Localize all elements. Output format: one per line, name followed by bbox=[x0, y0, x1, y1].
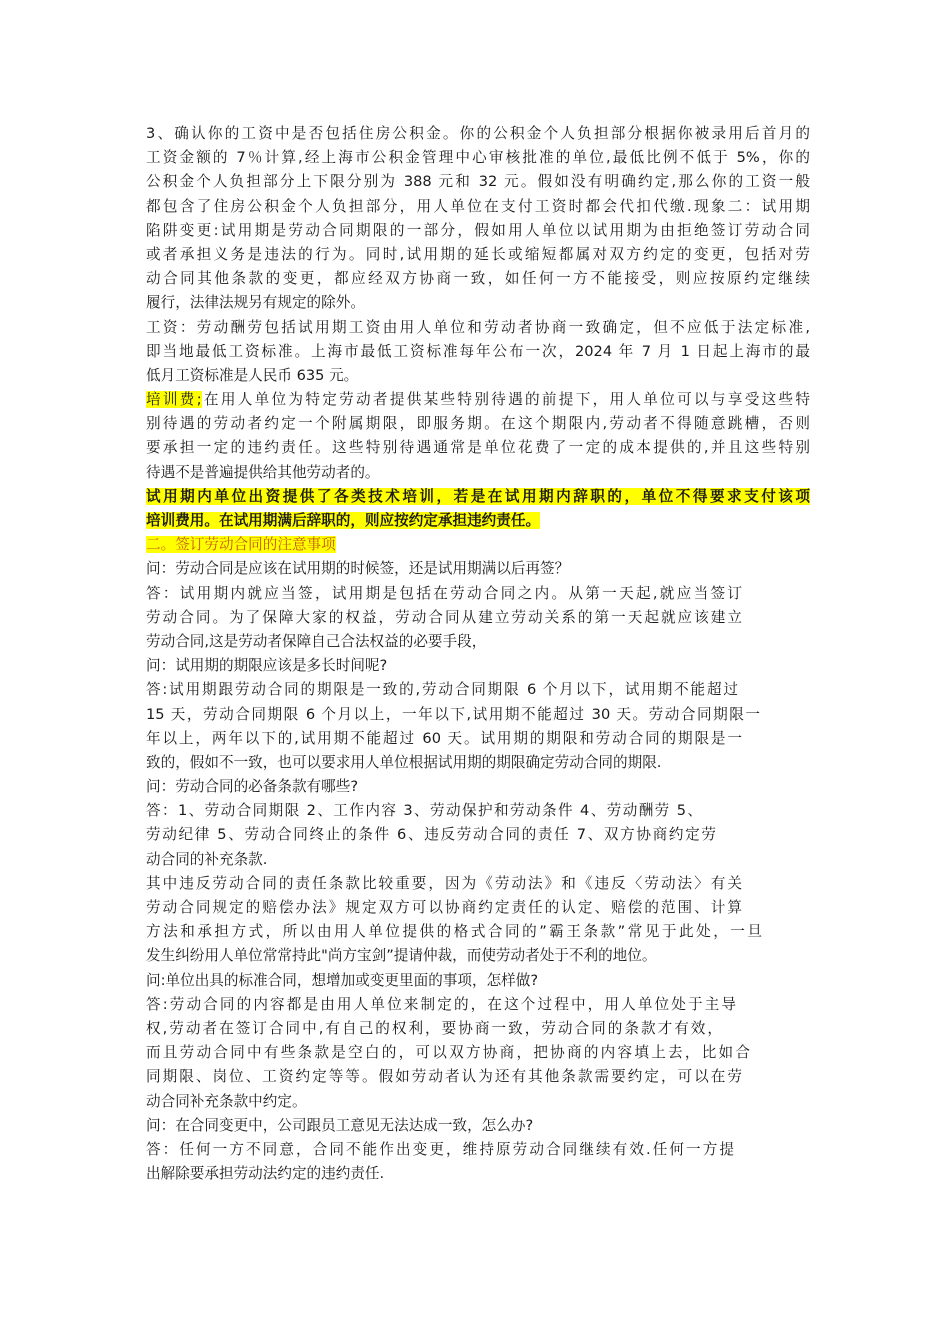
text-line bbox=[146, 969, 810, 993]
text-line bbox=[146, 364, 810, 388]
text-line bbox=[146, 509, 810, 533]
text-line bbox=[146, 1162, 810, 1186]
line-text: 动合同其他条款的变更，都应经双方协商一致，如任何一方不能接受，则应按原约定继续 bbox=[146, 270, 810, 288]
text-line bbox=[146, 993, 736, 1017]
line-text: 答:试用期跟劳动合同的期限是一致的,劳动合同期限 6 个月以下，试用期不能超过 bbox=[146, 681, 738, 699]
text-line bbox=[146, 267, 810, 291]
line-text: 工资金额的 7％计算,经上海市公积金管理中心审核批准的单位,最低比例不低于 5%，你的 bbox=[146, 149, 810, 167]
line-text: 或者承担义务是违法的行为。同时,试用期的延长或缩短都属对双方约定的变更，包括对劳 bbox=[146, 245, 810, 263]
line-text: 即当地最低工资标准。上海市最低工资标准每年公布一次，2024 年 7 月 1 日起上海市的最 bbox=[146, 342, 810, 360]
text-line bbox=[146, 291, 810, 315]
line-text: 二。签订劳动合同的注意事项 bbox=[146, 536, 336, 554]
text-line bbox=[146, 388, 810, 412]
text-line bbox=[146, 606, 742, 630]
text-line bbox=[146, 485, 810, 509]
text-line bbox=[146, 316, 810, 340]
text-line bbox=[146, 920, 762, 944]
text-line bbox=[146, 195, 810, 219]
text-line bbox=[146, 557, 810, 581]
line-text: 问:单位出具的标准合同，想增加或变更里面的事项，怎样做? bbox=[146, 971, 539, 989]
text-line bbox=[146, 582, 742, 606]
text-line bbox=[146, 751, 810, 775]
text-line bbox=[146, 896, 742, 920]
text-line bbox=[146, 412, 810, 436]
section-heading bbox=[146, 533, 810, 557]
text-line bbox=[146, 146, 810, 170]
text-line bbox=[146, 1065, 742, 1089]
line-text: 待遇不是普遍提供给其他劳动者的。 bbox=[146, 463, 380, 481]
line-text: 陷阱变更:试用期是劳动合同期限的一部分，假如用人单位以试用期为由拒绝签订劳动合同 bbox=[146, 221, 810, 239]
text-line bbox=[146, 1090, 810, 1114]
line-text: 劳动合同,这是劳动者保障自己合法权益的必要手段， bbox=[146, 632, 487, 650]
line-text: 公积金个人负担部分上下限分别为 388 元和 32 元。假如没有明确约定,那么你的工资一般 bbox=[146, 173, 810, 191]
text-line bbox=[146, 436, 810, 460]
line-text: 3、确认你的工资中是否包括住房公积金。你的公积金个人负担部分根据你被录用后首月的 bbox=[146, 125, 810, 142]
document-body bbox=[146, 122, 810, 1186]
text-line bbox=[146, 848, 810, 872]
text-line bbox=[146, 823, 716, 847]
line-text: 其中违反劳动合同的责任条款比较重要，因为《劳动法》和《违反〈劳动法〉有关 bbox=[146, 874, 742, 892]
line-text: 试用期内单位出资提供了各类技术培训，若是在试用期内辞职的，单位不得要求支付该项 bbox=[146, 487, 810, 505]
line-text: 同期限、岗位、工资约定等等。假如劳动者认为还有其他条款需要约定，可以在劳 bbox=[146, 1068, 742, 1086]
line-text: 致的，假如不一致，也可以要求用人单位根据试用期的期限确定劳动合同的期限. bbox=[146, 753, 662, 771]
line-text: 而且劳动合同中有些条款是空白的，可以双方协商，把协商的内容填上去，比如合 bbox=[146, 1044, 750, 1062]
text-line bbox=[146, 775, 810, 799]
text-line bbox=[146, 1017, 722, 1041]
text-line bbox=[146, 461, 810, 485]
line-text: 动合同补充条款中约定。 bbox=[146, 1092, 307, 1110]
text-line bbox=[146, 1041, 750, 1065]
document-page bbox=[146, 122, 810, 1186]
text-line bbox=[146, 944, 810, 968]
text-line bbox=[146, 678, 738, 702]
line-text: 出解除要承担劳动法约定的违约责任. bbox=[146, 1165, 385, 1183]
text-line bbox=[146, 243, 810, 267]
line-text: 年以上，两年以下的,试用期不能超过 60 天。试用期的期限和劳动合同的期限是一 bbox=[146, 729, 742, 747]
text-line bbox=[146, 340, 810, 364]
text-line bbox=[146, 727, 742, 751]
line-text: 答：1、劳动合同期限 2、工作内容 3、劳动保护和劳动条件 4、劳动酬劳 5、 bbox=[146, 802, 702, 820]
line-text: 工资：劳动酬劳包括试用期工资由用人单位和劳动者协商一致确定，但不应低于法定标准, bbox=[146, 318, 810, 336]
line-text: 履行，法律法规另有规定的除外。 bbox=[146, 294, 365, 312]
line-text: 答：试用期内就应当签，试用期是包括在劳动合同之内。从第一天起,就应当签订 bbox=[146, 584, 742, 602]
text-line bbox=[146, 799, 702, 823]
line-text: 答:劳动合同的内容都是由用人单位来制定的，在这个过程中，用人单位处于主导 bbox=[146, 995, 736, 1013]
text-line bbox=[146, 654, 810, 678]
line-text: 15 天，劳动合同期限 6 个月以上，一年以下,试用期不能超过 30 天。劳动合同期限一 bbox=[146, 705, 760, 723]
line-text: 方法和承担方式，所以由用人单位提供的格式合同的”霸王条款”常见于此处，一旦 bbox=[146, 923, 762, 941]
highlighted-term: 培训费; bbox=[146, 391, 202, 409]
line-text: 问：劳动合同的必备条款有哪些? bbox=[146, 778, 359, 796]
line-text: 低月工资标准是人民币 635 元。 bbox=[146, 366, 359, 384]
line-text: 问：劳动合同是应该在试用期的时候签，还是试用期满以后再签？ bbox=[146, 560, 570, 578]
line-text: 答：任何一方不同意，合同不能作出变更，维持原劳动合同继续有效.任何一方提 bbox=[146, 1140, 734, 1158]
text-line bbox=[146, 1114, 810, 1138]
line-text: 都包含了住房公积金个人负担部分，用人单位在支付工资时都会代扣代缴.现象二：试用期 bbox=[146, 197, 810, 215]
line-text: 劳动合同。为了保障大家的权益，劳动合同从建立劳动关系的第一天起就应该建立 bbox=[146, 608, 742, 626]
text-line bbox=[146, 170, 810, 194]
text-line bbox=[146, 1138, 734, 1162]
line-text: 问：试用期的期限应该是多长时间呢? bbox=[146, 657, 388, 675]
text-line bbox=[146, 872, 742, 896]
line-text: 劳动合同规定的赔偿办法》规定双方可以协商约定责任的认定、赔偿的范围、计算 bbox=[146, 899, 742, 916]
line-text: 发生纠纷用人单位常常持此"尚方宝剑”提请仲裁，而使劳动者处于不利的地位。 bbox=[146, 947, 657, 965]
line-text: 问：在合同变更中，公司跟员工意见无法达成一致，怎么办? bbox=[146, 1116, 534, 1134]
line-text: 劳动纪律 5、劳动合同终止的条件 6、违反劳动合同的责任 7、双方协商约定劳 bbox=[146, 826, 716, 844]
line-text: 动合同的补充条款. bbox=[146, 850, 268, 868]
text-line bbox=[146, 630, 810, 654]
line-text: 权,劳动者在签订合同中,有自己的权利，要协商一致，劳动合同的条款才有效， bbox=[146, 1019, 722, 1037]
line-text: 在用人单位为特定劳动者提供某些特别待遇的前提下，用人单位可以与享受这些特 bbox=[201, 391, 810, 409]
line-text: 要承担一定的违约责任。这些特别待遇通常是单位花费了一定的成本提供的,并且这些特别 bbox=[146, 439, 810, 457]
line-text: 别待遇的劳动者约定一个附属期限，即服务期。在这个期限内,劳动者不得随意跳槽，否则 bbox=[146, 415, 810, 433]
text-line bbox=[146, 219, 810, 243]
text-line bbox=[146, 122, 810, 146]
line-text: 培训费用。在试用期满后辞职的，则应按约定承担违约责任。 bbox=[146, 512, 541, 529]
text-line bbox=[146, 703, 760, 727]
